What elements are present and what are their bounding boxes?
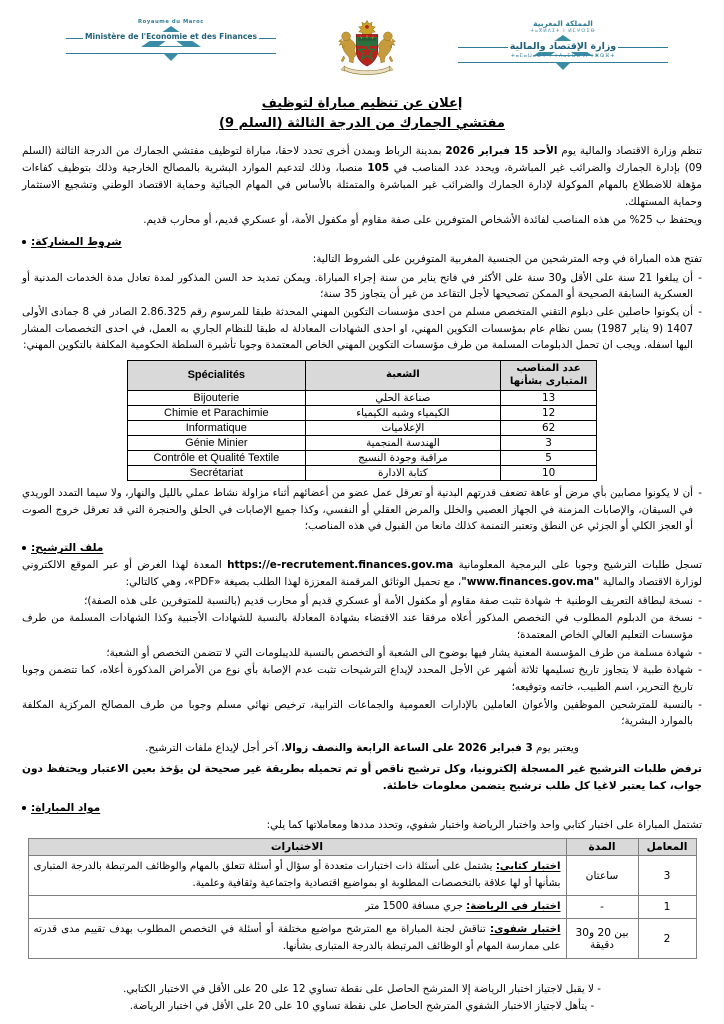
cell-chaaba: مراقبة وجودة النسيج	[305, 451, 501, 466]
epreuve-name: اختبار شفوي:	[489, 924, 561, 936]
title-line-1: إعلان عن تنظيم مباراة لتوظيف	[261, 96, 463, 111]
dossier-lead-before: تسجل طلبات الترشيح وجوبا على البرمجية المعلومانية	[458, 559, 702, 572]
specialties-table	[127, 360, 597, 481]
cell-coefficient: 3	[638, 856, 696, 896]
cell-coefficient: 2	[638, 919, 696, 959]
document-body	[22, 143, 702, 1016]
chevron-emblem-icon-ar	[458, 35, 668, 69]
epreuve-desc: تناقش لجنة المباراة مع المترشح مواضيع مختلفة أو أسئلة في التخصص المطلوب بهدف تقييم مدى قدرته على ممارسة المهام أو الوظائف المرتبطة بالدرجة المتبارى بشأنها.	[33, 924, 561, 952]
cell-specialite: Informatique	[128, 421, 306, 436]
header-duration: المدة	[566, 839, 638, 856]
exam-subjects-table	[28, 838, 697, 959]
exam-table-header-row	[28, 839, 696, 856]
table-row	[128, 391, 597, 406]
footnote-oral-text: يتأهل لاجتياز الاختبار الشفوي المترشح الحاصل على نقطة تساوي 10 على 20 على الأقل في اختبار الرياضة.	[129, 1000, 588, 1013]
cell-specialite: Bijouterie	[128, 391, 306, 406]
dossier-item-id-card: - نسخة لبطاقة التعريف الوطنية + شهادة تثبت صفة مقاوم أو مكفول الأمة أو عسكري قديم أو محارب قديم (بالنسبة للمتوفرين على هذه الصفة)؛	[22, 593, 702, 610]
cell-specialite: Contrôle et Qualité Textile	[128, 451, 306, 466]
dossier-lead-after: ، مع تحميل الوثائق المرقمنة المعززة لهذا الطلب بصيغة «PDF»، وهي كالتالي:	[125, 575, 462, 588]
exam-footnotes	[22, 981, 702, 1016]
deadline-value: 3 فبراير 2026 على الساعة الرابعة والنصف زوالا	[284, 742, 533, 755]
chevron-emblem-icon	[66, 26, 276, 60]
cell-count: 3	[501, 436, 597, 451]
intro-paragraph: تنظم وزارة الاقتصاد والمالية يوم الأحد 15 فبراير 2026 بمدينة الرباط وبمدن أخرى تحدد لاحقا، مباراة لتوظيف مفتشي الجمارك من الدرجة الثالثة (السلم 09) بإدارة الجمارك والضرائب غير المباشرة، ويحدد عدد المناصب في 105 منصبا، وذلك لتدعيم الموارد البشرية بالمصالح الخارجية وذلك بتوظيف كفاءات مؤهلة للاضطلاع بالمهام الموكولة لإدارة الجمارك والضرائب غير المباشرة والمتمثلة بالأساس في المهام الجبائية وحماية الاقتصاد الوطني وتشجيع الاستثمار وحماية المستهلك.	[22, 145, 702, 208]
document-header	[22, 14, 702, 86]
table-row	[128, 466, 597, 481]
cell-count: 5	[501, 451, 597, 466]
table-row	[128, 421, 597, 436]
section-heading-conditions	[22, 236, 702, 248]
header-positions-count: عدد المناصب المتبارى بشأنها	[501, 361, 597, 391]
epreuve-desc: جري مسافة 1500 متر	[365, 901, 467, 912]
conditions-heading-label: شروط المشاركة:	[31, 236, 122, 249]
table-row	[28, 919, 696, 959]
ministry-name-fr: Ministère de l'Economie et des Finances	[84, 32, 258, 42]
cell-count: 12	[501, 406, 597, 421]
cell-epreuve-description	[28, 896, 566, 919]
chevron-down-icon	[163, 53, 179, 61]
kingdom-tifinagh-text: ⵜⴰⴳⵍⴷⵉⵜ ⵏ ⵍⵎⵖⵔⵉⴱ	[530, 28, 596, 34]
ministry-name-ar: وزارة الإقتصاد والمالية	[509, 40, 617, 52]
cell-chaaba: الإعلاميات	[305, 421, 501, 436]
bullet-point-icon-3	[22, 806, 26, 810]
table-row	[28, 856, 696, 896]
cell-duration: ساعتان	[566, 856, 638, 896]
ministry-tifinagh-ar: ⵜⴰⵎⴰⵡⴰⵙⵜ ⵏ ⵜⴷⴰⵎⵙⴰ ⴷ ⵜⵥⵕⴼⵜ	[510, 52, 616, 59]
epreuve-desc: يشتمل على أسئلة ذات اختبارات متعددة أو سؤال أو أسئلة تتعلق بالمهام والوظائف المرتبطة بالدرجة المتبارى بشأنها أو لها علاقة بالتخصصات المطلوبة او بمواضيع اقتصادية واجتماعية وثقافية وعلمية.	[33, 861, 561, 889]
cell-count: 13	[501, 391, 597, 406]
dossier-heading-label: ملف الترشيح:	[31, 542, 104, 555]
table-row	[128, 436, 597, 451]
chevron-down-icon-ar	[555, 62, 571, 70]
header-specialites: Spécialités	[128, 361, 306, 391]
cell-chaaba: الكيمياء وشبه الكيمياء	[305, 406, 501, 421]
header-chaaba: الشعبة	[305, 361, 501, 391]
cell-coefficient: 1	[638, 896, 696, 919]
footnote-sport-text: لا يقبل لاجتياز اختبار الرياضة إلا المترشح الحاصل على نقطة تساوي 12 على 20 على الأقل في الاختبار الكتابي.	[123, 982, 594, 995]
cell-specialite: Chimie et Parachimie	[128, 406, 306, 421]
exam-date: الأحد 15 فبراير 2026	[445, 145, 558, 157]
reserved-quota-text: ويحتفظ ب 25% من هذه المناصب لفائدة الأشخاص المتوفرين على صفة مقاوم أو مكفول الأمة، أو عسكري قديم، أو محارب قديم.	[143, 214, 702, 227]
cell-chaaba: كتابة الادارة	[305, 466, 501, 481]
section-heading-dossier	[22, 542, 702, 554]
morocco-coat-of-arms-emblem	[335, 18, 399, 80]
cell-specialite: Génie Minier	[128, 436, 306, 451]
condition-item-diploma: - أن يكونوا حاصلين على دبلوم التقني المتخصص مسلم من احدى مؤسسات التكوين المهني المحدثة طبقا للمرسوم رقم 2.86.325 الصادر في 8 جمادى الأولى 1407 (9 يناير 1987) بسن نظام عام بمؤسسات التكوين المهني، او احدى الشهادات المعادلة له طبقا للنظام الجاري به العمل، في احدى التخصصات المشار اليها اسفله. ويجب ان تحمل الدبلومات المسلمة من طرف مؤسسات التكوين المهني الخاص المعتمدة وجوبا تأشيرة السلطة الحكومية المكلفة بالتكوين المهني:	[22, 304, 702, 354]
epreuve-name: اختبار في الرياضة:	[466, 901, 561, 912]
cell-specialite: Secrétariat	[128, 466, 306, 481]
specialties-table-header-row	[128, 361, 597, 391]
cell-duration: -	[566, 896, 638, 919]
dossier-item-authorization: - بالنسبة للمترشحين الموظفين والأعوان العاملين بالإدارات العمومية والجماعات الترابية، ترخيص نهائي مسلم وجوبا من طرف المصالح المركزية المكلفة بالموارد البشرية؛	[22, 697, 702, 730]
cell-count: 10	[501, 466, 597, 481]
table-row	[28, 896, 696, 919]
ministry-logo-arabic	[458, 16, 668, 69]
cell-duration: بين 20 و30 دقيقة	[566, 919, 638, 959]
cell-chaaba: صناعة الحلي	[305, 391, 501, 406]
title-line-2: مفتشي الجمارك من الدرجة الثالثة (السلم 9)	[219, 115, 505, 131]
conditions-lead: تفتح هذه المباراة في وجه المترشحين من الجنسية المغربية المتوفرين على الشروط التالية:	[312, 253, 702, 266]
finances-site-url[interactable]: "www.finances.gov.ma"	[461, 575, 600, 588]
dossier-item-attestation: - شهادة مسلمة من طرف المؤسسة المعنية يشار فيها بوضوح الى الشعبة أو التخصص بالنسبة للديبلومات التي لا تتضمن التخصص أو الشعبة؛	[22, 645, 702, 662]
royaume-du-maroc-text: Royaume du Maroc	[138, 19, 204, 25]
page-title	[22, 94, 702, 133]
header-coefficient: المعامل	[638, 839, 696, 856]
deadline-text: ويعتبر يوم 3 فبراير 2026 على الساعة الرابعة والنصف زوالا، آخر أجل لإيداع ملفات الترشيح.	[145, 742, 579, 755]
kingdom-of-morocco-text-ar: المملكة المغربية	[533, 19, 593, 28]
bullet-point-icon	[22, 240, 26, 244]
section-heading-exam	[22, 802, 702, 814]
e-recruitment-url[interactable]: https://e-recrutement.finances.gov.ma	[227, 559, 454, 572]
dossier-item-medical-cert: - شهادة طبية لا يتجاوز تاريخ تسليمها ثلاثة أشهر عن الأجل المحدد لإيداع الترشيحات تثبت عدم الإصابة بأي نوع من الأمراض المذكورة أعلاه، كما تتضمن وجوبا تاريخ التحرير، اسم الطبيب، خاتمه وتوقيعه؛	[22, 662, 702, 695]
exam-heading-label: مواد المباراة:	[31, 801, 101, 814]
ministry-logo-french	[66, 16, 276, 60]
cell-epreuve-description	[28, 919, 566, 959]
dossier-lead	[22, 557, 702, 591]
bullet-point-icon-2	[22, 546, 26, 550]
header-epreuves: الاختبارات	[28, 839, 566, 856]
exam-lead: تشتمل المباراة على اختبار كتابي واحد واختبار الرياضة واختبار شفوي، وتحدد مددها ومعاملاتها كما يلي:	[266, 818, 702, 831]
dossier-lead-middle: المعدة لهذا الغرض أو عبر الموقع الالكتروني لوزارة الاقتصاد والمالية	[22, 559, 702, 588]
rejection-warning: ترفض طلبات الترشيح غير المسجلة إلكترونيا، وكل ترشيح ناقص أو تم تحميله بطريقة غير صحيحة لن يؤخذ بعين الاعتبار ويحتفظ دون جواب، كما يعتبر لاغيا كل طلب ترشيح يتضمن معلومات خاطئة.	[22, 762, 702, 792]
footnote-sport-threshold: - لا يقبل لاجتياز اختبار الرياضة إلا المترشح الحاصل على نقطة تساوي 12 على 20 على الأقل في الاختبار الكتابي.	[123, 982, 601, 995]
condition-item-age: - أن يبلغوا 21 سنة على الأقل و30 سنة على الأكثر في فاتح يناير من سنة إجراء المباراة. ويمكن تمديد حد السن المذكور لمدة تعادل مدة الخدمات المدنية أو العسكرية السابقة الصحيحة أو الممكن تصحيحها لأجل التقاعد من غير أن يتجاوز 35 سنة؛	[22, 270, 702, 303]
table-row	[128, 406, 597, 421]
footnote-oral-threshold: - يتأهل لاجتياز الاختبار الشفوي المترشح الحاصل على نقطة تساوي 10 على 20 على الأقل في اختبار الرياضة.	[129, 1000, 595, 1013]
dossier-item-diploma-copy: - نسخة من الدبلوم المطلوب في التخصص المذكور أعلاه مرفقا عند الاقتضاء بشهادة المعادلة بالنسبة للشهادات الأجنبية وكذا الشهادات المسلمة من طرف مؤسسات التعليم العالي الخاص المعتمدة؛	[22, 610, 702, 643]
cell-count: 62	[501, 421, 597, 436]
epreuve-name: اختبار كتابي:	[495, 861, 561, 873]
table-row	[128, 451, 597, 466]
condition-item-health: - أن لا يكونوا مصابين بأي مرض أو عاهة تضعف قدرتهم البدنية أو تعرقل عمل عضو من أعضائهم أثناء مزاولة نشاط عملي بالليل والنهار، ولا سيما التمدد الوريدي في السيقان، والإصابات المزمنة في الجهاز العصبي والخلل والمرض العقلي أو النفسي، وكذا جميع الإصابات في الحلق والحنجرة التي قد تعرقل خروج الصوت أو العجز الكلي أو الجزئي عن النطق وتعتبر التمنمة كذلك مانعا من القبول في هذه المناصب؛	[22, 485, 702, 535]
cell-chaaba: الهندسة المنجمية	[305, 436, 501, 451]
cell-epreuve-description	[28, 856, 566, 896]
positions-count: 105	[367, 161, 390, 174]
